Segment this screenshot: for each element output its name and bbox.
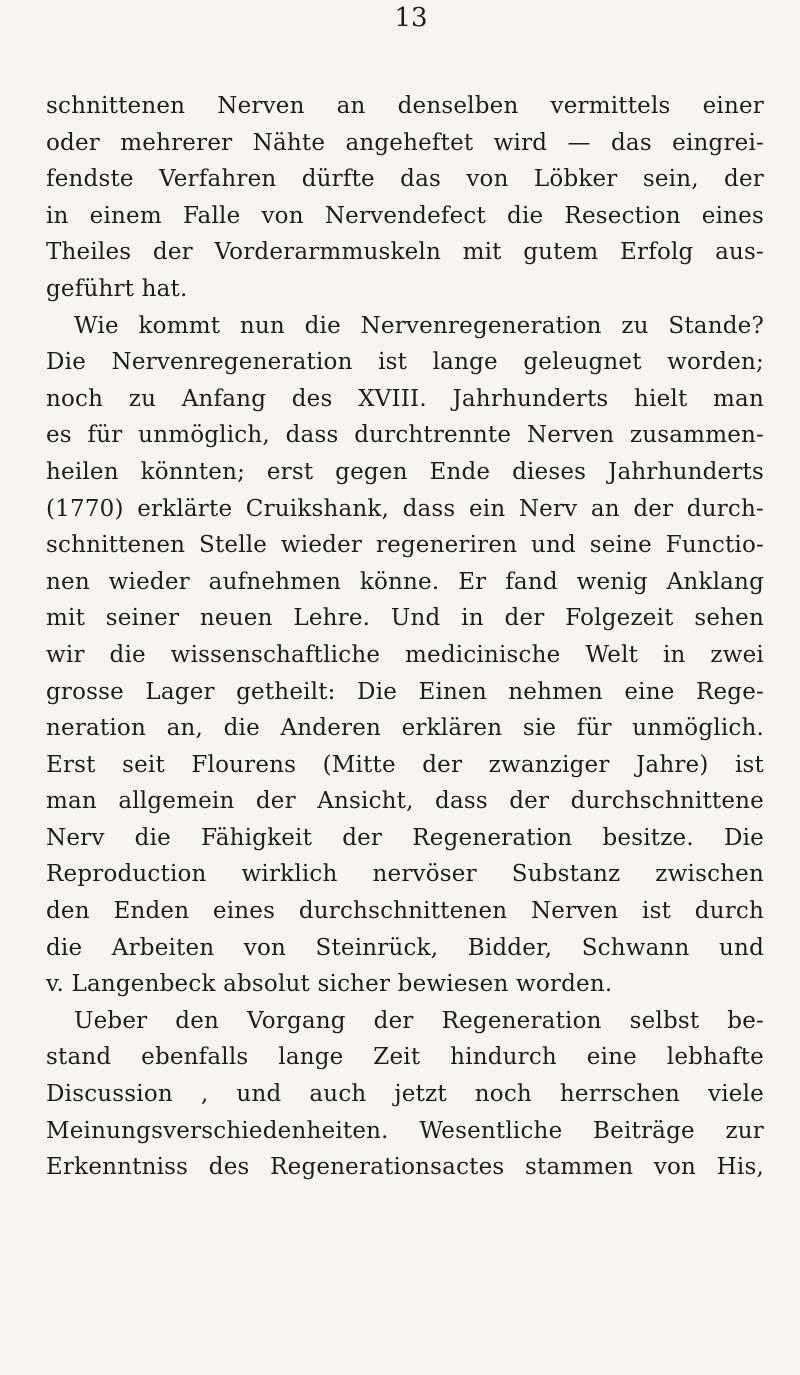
text-line: Meinungsverschiedenheiten. Wesentliche Beiträge zur [46,1117,764,1144]
text-line: Nerv die Fähigkeit der Regeneration besitze. Die [46,824,764,851]
text-line: oder mehrerer Nähte angeheftet wird — das eingrei- [46,129,764,156]
text-line: Erkenntniss des Regenerationsactes stammen von His, [46,1154,764,1181]
text-line: wir die wissenschaftliche medicinische Welt in zwei [46,641,764,668]
text-line: Reproduction wirklich nervöser Substanz zwischen [46,861,764,888]
text-line: neration an, die Anderen erklären sie für unmöglich. [46,715,764,742]
text-line: Wie kommt nun die Nervenregeneration zu Stande? [74,312,764,339]
text-line: heilen könnten; erst gegen Ende dieses Jahrhunderts [46,458,764,485]
text-line: fendste Verfahren dürfte das von Löbker sein, der [46,166,764,193]
text-line: v. Langenbeck absolut sicher bewiesen worden. [46,971,613,998]
text-line: mit seiner neuen Lehre. Und in der Folgezeit sehen [46,605,764,632]
text-line: stand ebenfalls lange Zeit hindurch eine lebhafte [46,1044,764,1071]
text-line: in einem Falle von Nervendefect die Resection eines [46,202,764,229]
text-line: geführt hat. [46,275,188,302]
text-line: Theiles der Vorderarmmuskeln mit gutem Erfolg aus- [46,239,764,266]
page-number: 13 [394,3,428,33]
text-line: Ueber den Vorgang der Regeneration selbst be- [74,1007,764,1034]
text-line: schnittenen Stelle wieder regeneriren und seine Functio- [46,532,764,559]
text-line: grosse Lager getheilt: Die Einen nehmen eine Rege- [46,678,764,705]
text-line: (1770) erklärte Cruikshank, dass ein Nerv an der durch- [46,495,764,522]
text-line: es für unmöglich, dass durchtrennte Nerven zusammen- [46,422,764,449]
text-line: Die Nervenregeneration ist lange geleugnet worden; [46,349,764,376]
text-line: den Enden eines durchschnittenen Nerven ist durch [46,898,764,925]
body-text [46,88,764,1186]
text-line: Erst seit Flourens (Mitte der zwanziger Jahre) ist [46,751,764,778]
text-line: nen wieder aufnehmen könne. Er fand wenig Anklang [46,568,764,595]
text-line: die Arbeiten von Steinrück, Bidder, Schwann und [46,934,764,961]
text-line: Discussion , und auch jetzt noch herrschen viele [46,1081,764,1108]
text-line: noch zu Anfang des XVIII. Jahrhunderts hielt man [46,385,764,412]
text-line: man allgemein der Ansicht, dass der durchschnittene [46,788,764,815]
text-line: schnittenen Nerven an denselben vermittels einer [46,93,764,119]
